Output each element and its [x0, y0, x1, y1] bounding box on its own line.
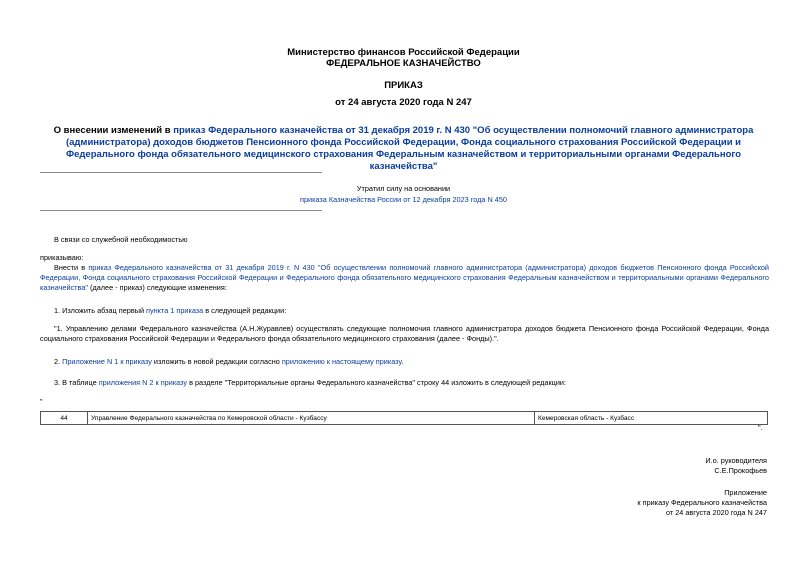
quote-paragraph: "1. Управлению делами Федерального казначейства (А.Н.Журавлев) осуществлять следующие полномочия главного администратора доходов бюджета Пенсионного фонда Российской Федерации, Фонда социального страхования Российской Федерации и Федерального фонда обязательного медицинского страхования (далее - Фонды).". [40, 324, 769, 343]
table-cell-region: Кемеровская область - Кузбасс [535, 412, 768, 425]
item-3 [54, 378, 566, 388]
item1-tail: в следующей редакции: [203, 306, 287, 315]
item3-tail: в разделе "Территориальные органы Федерального казначейства" строку 44 изложить в следующей редакции: [187, 378, 567, 387]
item3-link[interactable]: приложения N 2 к приказу [98, 378, 188, 387]
document-type: ПРИКАЗ [384, 80, 423, 91]
paragraph-1 [40, 263, 769, 293]
document-date-number: от 24 августа 2020 года N 247 [335, 97, 472, 108]
p1-tail: (далее - приказ) следующие изменения: [87, 283, 227, 292]
status-divider-bottom [40, 210, 322, 211]
replacement-table [40, 411, 768, 425]
item-2 [54, 357, 403, 367]
appendix-title: Приложение [724, 488, 767, 497]
table-quote-close: ". [758, 423, 763, 432]
item2-end: . [401, 357, 404, 366]
agency-name: ФЕДЕРАЛЬНОЕ КАЗНАЧЕЙСТВО [326, 58, 481, 69]
table-cell-agency: Управление Федерального казначейства по Кемеровской области - Кузбассу [88, 412, 535, 425]
p1-order-link[interactable]: приказ Федерального казначейства от 31 декабря 2019 г. N 430 "Об осуществлении полномочий главного администратора (администратора) доходов бюджетов Пенсионного фонда Российской Федерации, Фонда социального страхования Российской Федерации и Федерального фонда обязательного медицинского страхования Федеральным казначейством и территориальными органами Федерального казначейства" [40, 263, 770, 292]
title-link[interactable]: приказ Федерального казначейства от 31 декабря 2019 г. N 430 "Об осуществлении полномочий главного администратора (администратора) доходов бюджетов Пенсионного фонда Российской Федерации, Фонда социального страхования Российской Федерации и Федерального фонда обязательного медицинского страхования Федеральным казначейством и территориальными органами Федерального казначейства" [65, 125, 754, 172]
item1-link[interactable]: пункта 1 приказа [146, 306, 204, 315]
status-note: Утратил силу на основании [356, 184, 451, 193]
ministry-name: Министерство финансов Российской Федерации [287, 47, 520, 58]
appendix-date: от 24 августа 2020 года N 247 [665, 508, 767, 517]
item2-link-appendix1[interactable]: Приложение N 1 к приказу [62, 357, 152, 366]
signature-role: И.о. руководителя [705, 456, 767, 465]
table-quote-open: " [40, 397, 43, 406]
title-prefix: О внесении изменений в [53, 125, 171, 136]
status-divider-top [40, 172, 322, 173]
item-1 [54, 306, 286, 316]
reason-text: В связи со служебной необходимостью [54, 235, 188, 244]
item2-link-appendix[interactable]: приложению к настоящему приказу [281, 357, 402, 366]
document-title [48, 125, 759, 173]
signature-name: С.Е.Прокофьев [714, 466, 767, 475]
status-repeal-link[interactable]: приказа Казначейства России от 12 декабря 2023 года N 450 [300, 195, 507, 204]
appendix-ref: к приказу Федерального казначейства [637, 498, 767, 507]
item2-mid: изложить в новой редакции согласно [151, 357, 282, 366]
table-row [41, 412, 768, 425]
item2-num: 2. [54, 357, 63, 366]
table-cell-number: 44 [41, 412, 88, 425]
p1-lead: Внести в [54, 263, 89, 272]
item3-lead: 3. В таблице [54, 378, 99, 387]
order-word: приказываю: [40, 253, 84, 262]
item1-lead: 1. Изложить абзац первый [54, 306, 147, 315]
